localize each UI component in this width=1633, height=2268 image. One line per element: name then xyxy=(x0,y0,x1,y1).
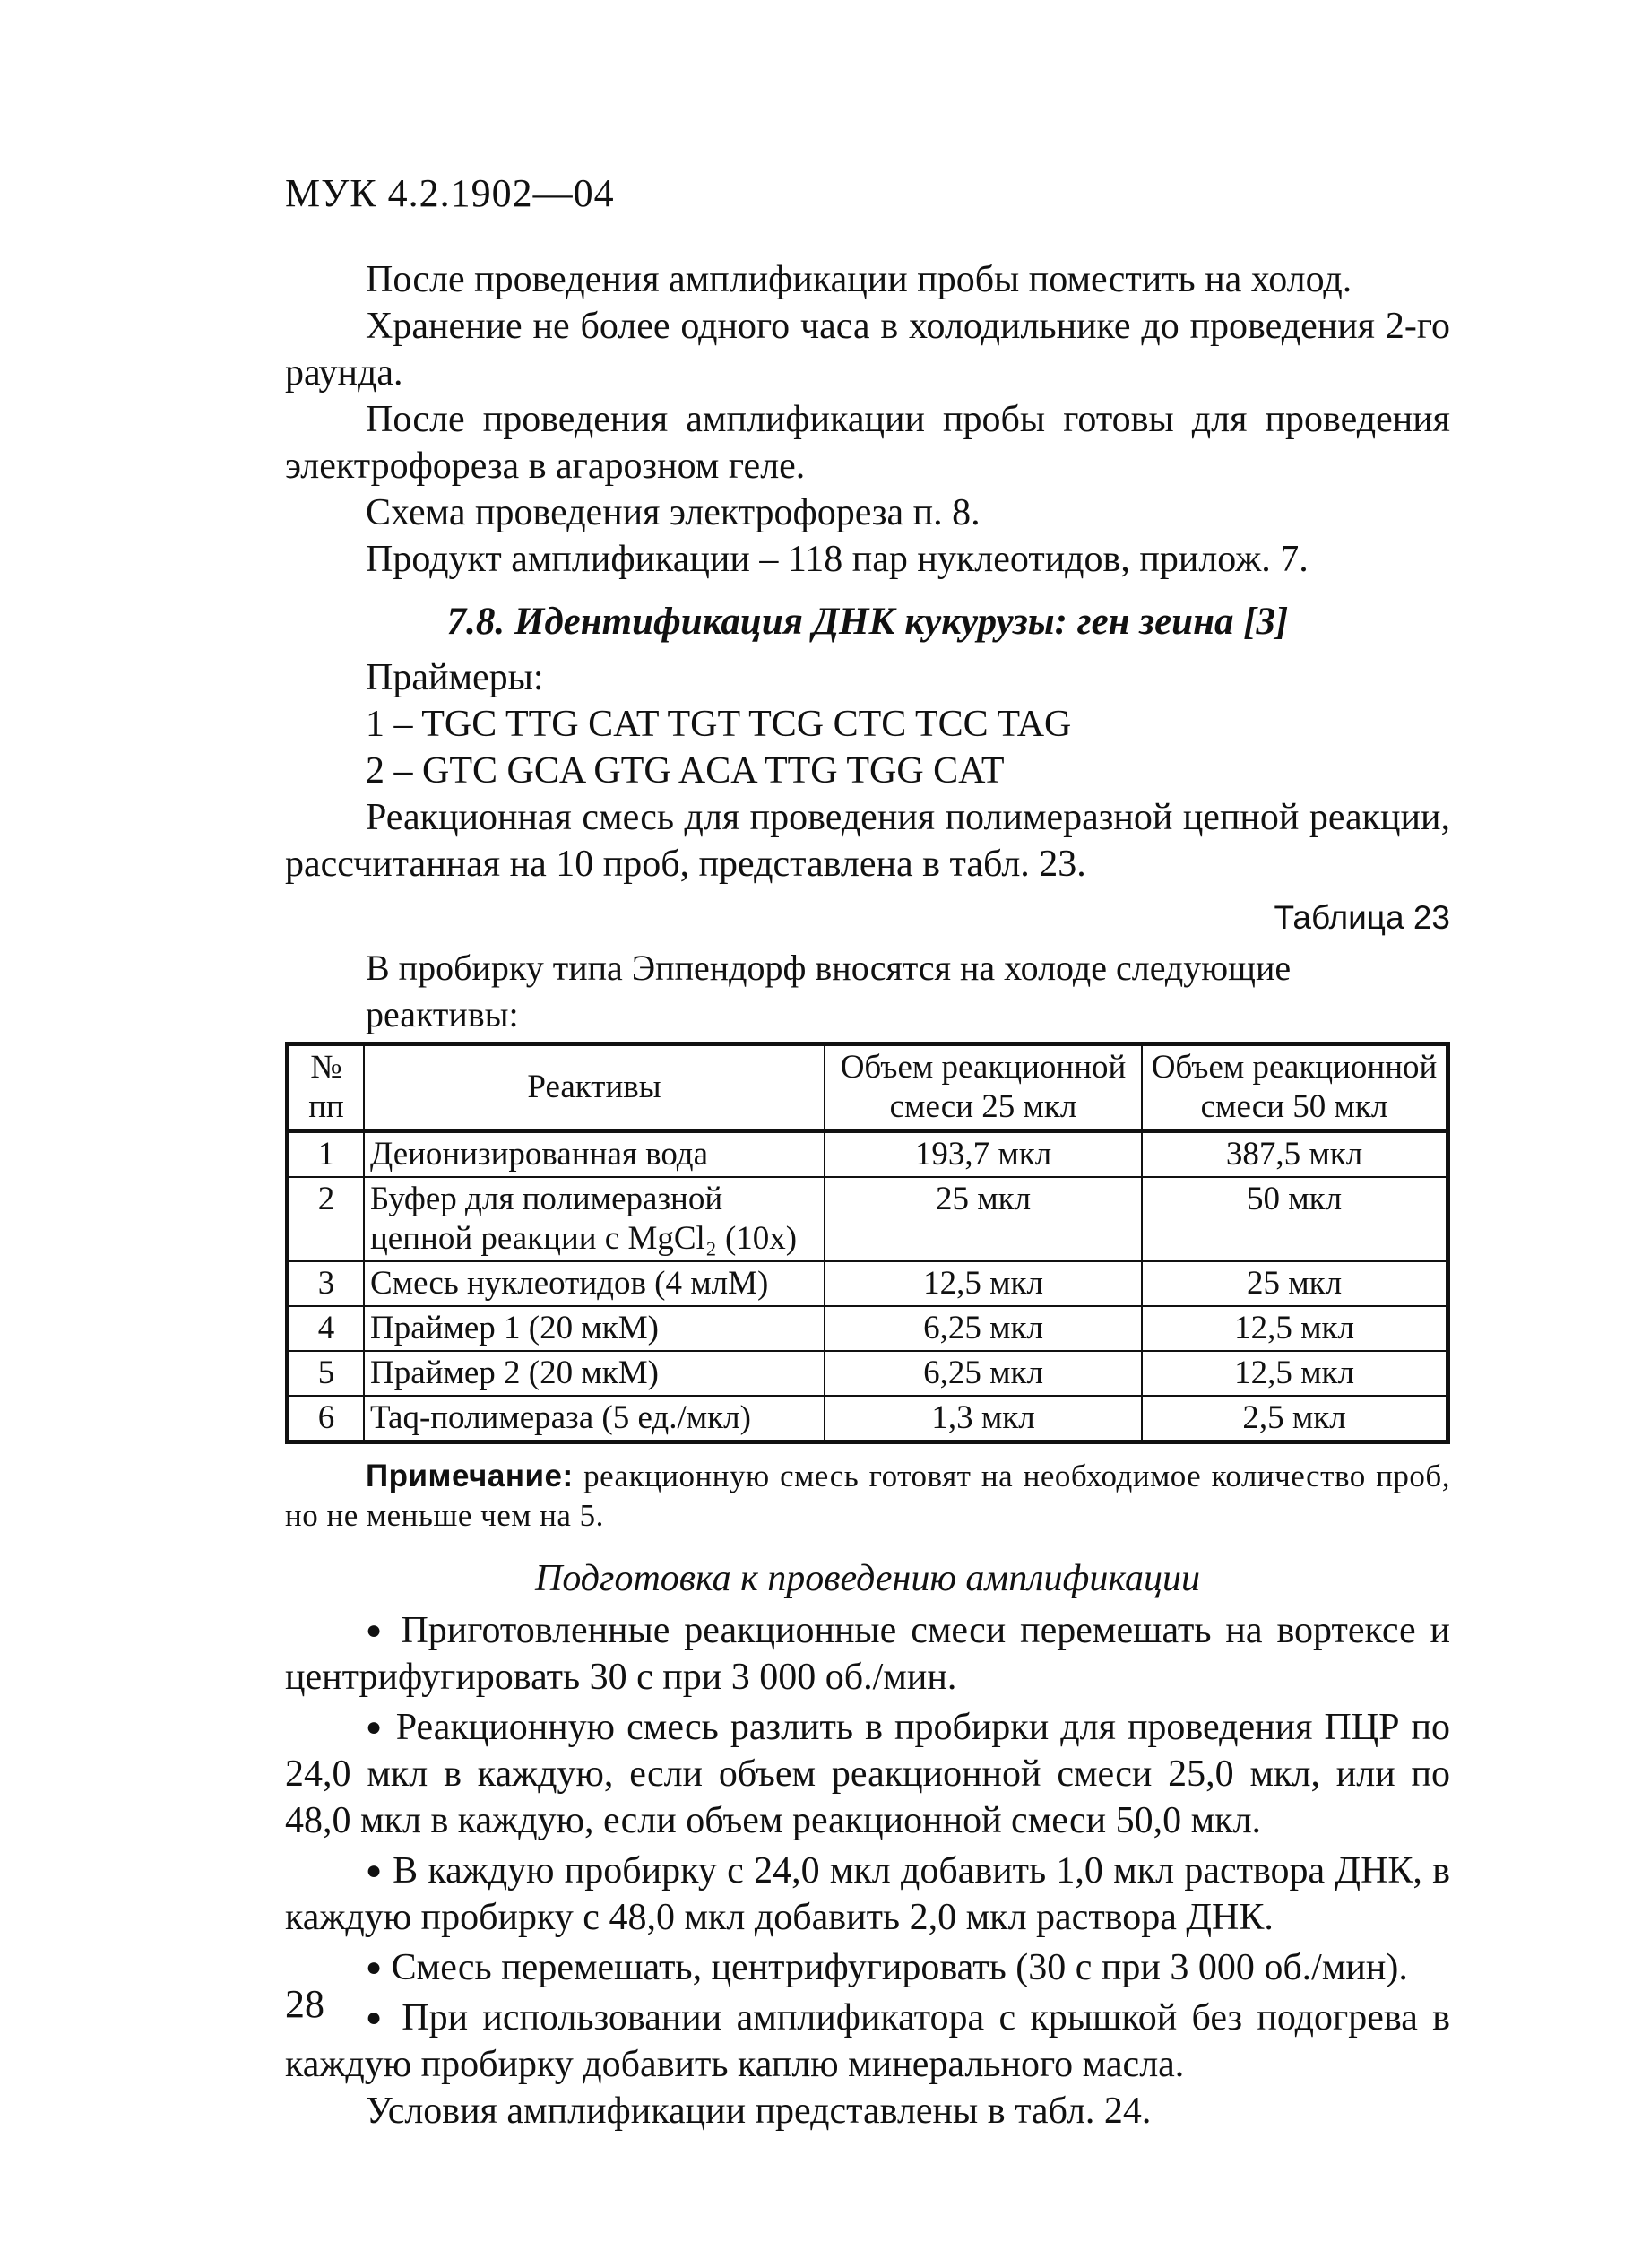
bullet-icon: ● xyxy=(366,1952,383,1982)
cell-volume-50: 2,5 мкл xyxy=(1142,1396,1448,1442)
reagents-table xyxy=(285,1042,1450,1444)
cell-volume-25: 25 мкл xyxy=(825,1177,1142,1261)
bullet-text: Приготовленные реакционные смеси перемешать на вортексе и центрифугировать 30 с при 3 000 об./мин. xyxy=(285,1610,1451,1698)
header-reagent: Реактивы xyxy=(364,1044,825,1131)
cell-volume-50: 12,5 мкл xyxy=(1142,1306,1448,1351)
table-row xyxy=(288,1351,1448,1396)
bullet-icon: ● xyxy=(366,1712,384,1742)
bullet-icon: ● xyxy=(366,2003,387,2032)
cell-reagent: Праймер 1 (20 мкМ) xyxy=(364,1306,825,1351)
cell-reagent: Смесь нуклеотидов (4 млМ) xyxy=(364,1261,825,1306)
cell-reagent: Taq-полимераза (5 ед./мкл) xyxy=(364,1396,825,1442)
bullet-icon: ● xyxy=(366,1615,387,1645)
closing-paragraph: Условия амплификации представлены в табл. 24. xyxy=(366,2091,1152,2132)
table-intro: В пробирку типа Эппендорф вносятся на холоде следующие реактивы: xyxy=(366,948,1292,1034)
document-code-header: МУК 4.2.1902—04 xyxy=(285,171,615,215)
cell-reagent: Буфер для полимеразной цепной реакции с MgCl₂ (10х) xyxy=(364,1177,825,1261)
reaction-mix-paragraph: Реакционная смесь для проведения полимеразной цепной реакции, рассчитанная на 10 проб, представлена в табл. 23. xyxy=(285,797,1450,885)
table-row xyxy=(288,1177,1448,1261)
list-item xyxy=(285,1995,1450,2088)
document-page xyxy=(285,170,1450,2134)
cell-number: 3 xyxy=(288,1261,365,1306)
note-label: Примечание: xyxy=(366,1459,574,1493)
list-item xyxy=(285,1944,1450,1991)
cell-volume-25: 6,25 мкл xyxy=(825,1351,1142,1396)
bullet-text: Смесь перемешать, центрифугировать (30 с при 3 000 об./мин). xyxy=(391,1947,1408,1988)
cell-volume-50: 50 мкл xyxy=(1142,1177,1448,1261)
bullet-icon: ● xyxy=(366,1856,383,1885)
table-label: Таблица 23 xyxy=(1274,899,1450,936)
cell-reagent: Деионизированная вода xyxy=(364,1131,825,1178)
header-volume-25: Объем реакционной смеси 25 мкл xyxy=(825,1044,1142,1131)
paragraph-electrophoresis-scheme: Схема проведения электрофореза п. 8. xyxy=(366,492,981,533)
bullet-text: Реакционную смесь разлить в пробирки для проведения ПЦР по 24,0 мкл в каждую, если объем реакционной смеси 25,0 мкл, или по 48,0 мкл в каждую, если объем реакционной смеси 50,0 мкл. xyxy=(285,1707,1451,1841)
cell-number: 6 xyxy=(288,1396,365,1442)
paragraph-amplification-product: Продукт амплификации – 118 пар нуклеотидов, прилож. 7. xyxy=(366,539,1309,580)
header-volume-50: Объем реакционной смеси 50 мкл xyxy=(1142,1044,1448,1131)
paragraph-storage-time: Хранение не более одного часа в холодильнике до проведения 2-го раунда. xyxy=(285,306,1450,394)
header-number: № пп xyxy=(288,1044,365,1131)
table-row xyxy=(288,1131,1448,1178)
primer-1-sequence: 1 – TGC TTG CAT TGT TCG CTC TCC TAG xyxy=(366,704,1072,745)
table-note xyxy=(285,1457,1450,1536)
paragraph-ready-electrophoresis: После проведения амплификации пробы готовы для проведения электрофореза в агарозном геле. xyxy=(285,399,1450,487)
cell-volume-25: 193,7 мкл xyxy=(825,1131,1142,1178)
primer-2-sequence: 2 – GTC GCA GTG ACA TTG TGG CAT xyxy=(366,750,1005,792)
page-number: 28 xyxy=(285,1982,324,2026)
bullet-text: При использовании амплификатора с крышкой без подогрева в каждую пробирку добавить каплю минерального масла. xyxy=(285,1997,1450,2085)
primers-label: Праймеры: xyxy=(366,657,544,698)
cell-volume-50: 25 мкл xyxy=(1142,1261,1448,1306)
cell-reagent: Праймер 2 (20 мкМ) xyxy=(364,1351,825,1396)
note-text: реакционную смесь готовят на необходимое количество проб, но не меньше чем на 5. xyxy=(285,1459,1450,1533)
table-row xyxy=(288,1261,1448,1306)
cell-volume-50: 387,5 мкл xyxy=(1142,1131,1448,1178)
table-row xyxy=(288,1396,1448,1442)
table-row xyxy=(288,1306,1448,1351)
cell-number: 4 xyxy=(288,1306,365,1351)
prep-title: Подготовка к проведению амплификации xyxy=(535,1558,1200,1599)
list-item xyxy=(285,1607,1450,1701)
cell-volume-25: 1,3 мкл xyxy=(825,1396,1142,1442)
table-header-row xyxy=(288,1044,1448,1131)
cell-volume-25: 6,25 мкл xyxy=(825,1306,1142,1351)
cell-number: 2 xyxy=(288,1177,365,1261)
cell-volume-50: 12,5 мкл xyxy=(1142,1351,1448,1396)
cell-number: 5 xyxy=(288,1351,365,1396)
section-title: 7.8. Идентификация ДНК кукурузы: ген зеина [3] xyxy=(446,601,1289,643)
paragraph-cold-storage: После проведения амплификации пробы поместить на холод. xyxy=(366,259,1352,300)
cell-volume-25: 12,5 мкл xyxy=(825,1261,1142,1306)
cell-number: 1 xyxy=(288,1131,365,1178)
list-item xyxy=(285,1704,1450,1844)
bullet-text: В каждую пробирку с 24,0 мкл добавить 1,0 мкл раствора ДНК, в каждую пробирку с 48,0 мкл добавить 2,0 мкл раствора ДНК. xyxy=(285,1850,1451,1938)
list-item xyxy=(285,1848,1450,1941)
